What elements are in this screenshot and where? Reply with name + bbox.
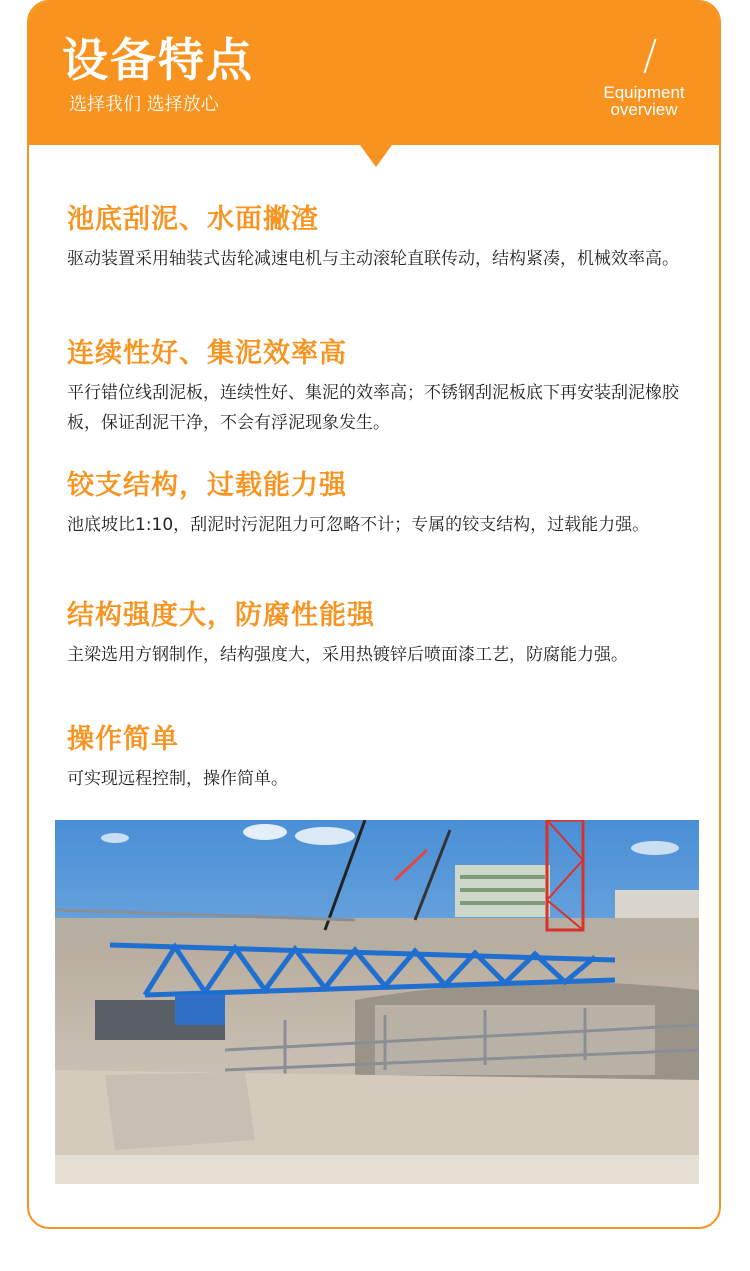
- feature-section-4: [67, 598, 697, 670]
- english-caption: [589, 84, 699, 118]
- feature-card: [27, 0, 721, 1229]
- feature-title: 连续性好、集泥效率高: [67, 338, 347, 369]
- header-pointer-triangle: [360, 145, 392, 167]
- feature-title: 池底刮泥、水面撇渣: [67, 204, 319, 235]
- equipment-photo: [55, 820, 699, 1184]
- slash-decoration: [643, 39, 656, 74]
- feature-section-5: [67, 722, 697, 794]
- feature-title: 结构强度大，防腐性能强: [67, 600, 375, 631]
- feature-description: 主梁选用方钢制作，结构强度大，采用热镀锌后喷面漆工艺，防腐能力强。: [67, 645, 628, 665]
- page-title: 设备特点: [62, 33, 254, 87]
- english-caption-line2: overview: [610, 100, 678, 119]
- english-caption-line1: Equipment: [603, 83, 685, 102]
- feature-section-3: [67, 468, 697, 540]
- feature-description: 可实现远程控制，操作简单。: [67, 769, 288, 789]
- feature-title: 操作简单: [67, 724, 179, 755]
- feature-title: 铰支结构，过载能力强: [67, 470, 347, 501]
- feature-section-1: [67, 202, 697, 274]
- page-subtitle: 选择我们 选择放心: [69, 94, 219, 115]
- feature-description: 驱动装置采用轴装式齿轮减速电机与主动滚轮直联传动，结构紧凑，机械效率高。: [67, 249, 679, 269]
- feature-description: 平行错位线刮泥板，连续性好、集泥的效率高；不锈钢刮泥板底下再安装刮泥橡胶板，保证刮泥干净，不会有浮泥现象发生。: [67, 383, 679, 433]
- header-banner: [29, 2, 719, 145]
- feature-description: 池底坡比1:10，刮泥时污泥阻力可忽略不计；专属的铰支结构，过载能力强。: [67, 515, 650, 535]
- feature-section-2: [67, 336, 697, 438]
